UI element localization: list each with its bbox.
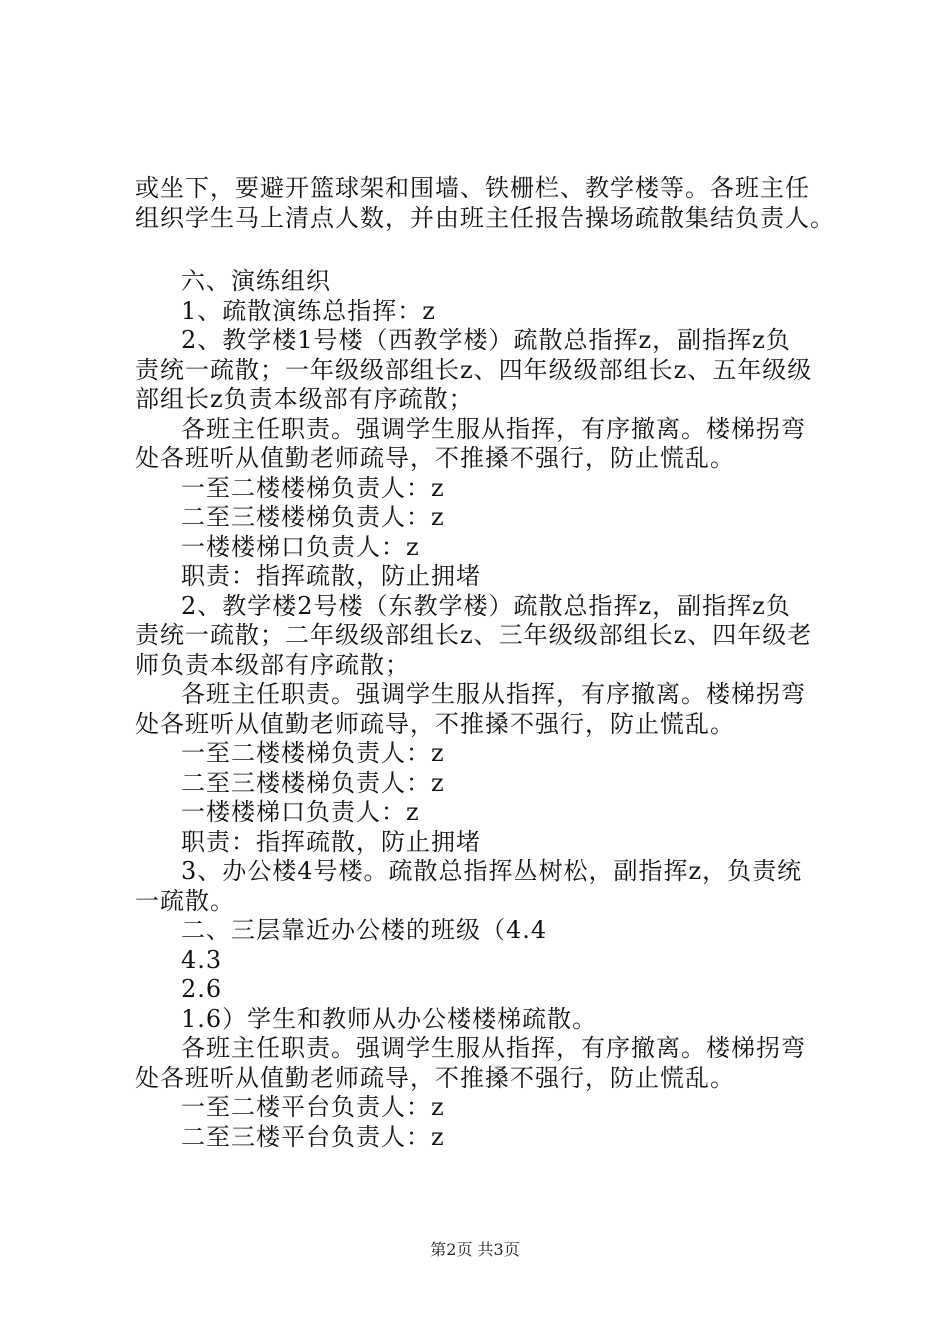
text-line: 各班主任职责。强调学生服从指挥，有序撤离。楼梯拐弯 <box>181 1034 806 1062</box>
text-line: 二至三楼楼梯负责人：z <box>181 503 445 531</box>
text-line: 二至三楼楼梯负责人：z <box>181 768 445 797</box>
text-line: 处各班听从值勤老师疏导，不推搡不强行，防止慌乱。 <box>135 709 735 738</box>
text-line: 一至二楼楼梯负责人：z <box>181 739 445 767</box>
text-line: 一疏散。 <box>135 886 235 915</box>
text-line: 1、疏散演练总指挥：z <box>181 296 436 325</box>
page-footer: 第2页 共3页 <box>430 1240 520 1259</box>
text-line: 2、教学楼2号楼（东教学楼）疏散总指挥z，副指挥z负 <box>181 591 791 620</box>
text-line: 各班主任职责。强调学生服从指挥，有序撤离。楼梯拐弯 <box>181 680 806 708</box>
text-line: 职责：指挥疏散，防止拥堵 <box>181 827 481 856</box>
text-line: 师负责本级部有序疏散； <box>135 650 410 679</box>
text-line: 一至二楼平台负责人：z <box>181 1093 445 1121</box>
text-line: 二、三层靠近办公楼的班级（4.4 <box>181 916 548 944</box>
text-line: 一楼楼梯口负责人：z <box>181 798 420 826</box>
text-line: 一楼楼梯口负责人：z <box>181 532 420 561</box>
text-line: 部组长z负责本级部有序疏散； <box>135 385 474 413</box>
text-line: 组织学生马上清点人数，并由班主任报告操场疏散集结负责人。 <box>135 203 835 232</box>
text-line: 2、教学楼1号楼（西教学楼）疏散总指挥z，副指挥z负 <box>181 326 791 354</box>
paragraph-gap <box>135 233 855 267</box>
section-heading: 六、演练组织 <box>181 267 331 295</box>
text-line: 职责：指挥疏散，防止拥堵 <box>181 562 481 590</box>
text-line: 处各班听从值勤老师疏导，不推搡不强行，防止慌乱。 <box>135 1063 735 1092</box>
text-line: 4.3 <box>181 945 223 974</box>
text-line: 1.6）学生和教师从办公楼楼梯疏散。 <box>181 1004 598 1033</box>
text-line: 责统一疏散；一年级级部组长z、四年级级部组长z、五年级级 <box>135 355 813 384</box>
document-body <box>135 174 855 1152</box>
text-line: 3、办公楼4号楼。疏散总指挥丛树松，副指挥z，负责统 <box>181 857 803 885</box>
text-line: 责统一疏散；二年级级部组长z、三年级级部组长z、四年级老 <box>135 621 813 649</box>
text-line: 二至三楼平台负责人：z <box>181 1122 445 1151</box>
text-line: 一至二楼楼梯负责人：z <box>181 473 445 502</box>
text-line: 各班主任职责。强调学生服从指挥，有序撤离。楼梯拐弯 <box>181 414 806 443</box>
text-line: 2.6 <box>181 975 223 1003</box>
text-line: 或坐下，要避开篮球架和围墙、铁栅栏、教学楼等。各班主任 <box>135 174 810 202</box>
text-line: 处各班听从值勤老师疏导，不推搡不强行，防止慌乱。 <box>135 444 735 472</box>
